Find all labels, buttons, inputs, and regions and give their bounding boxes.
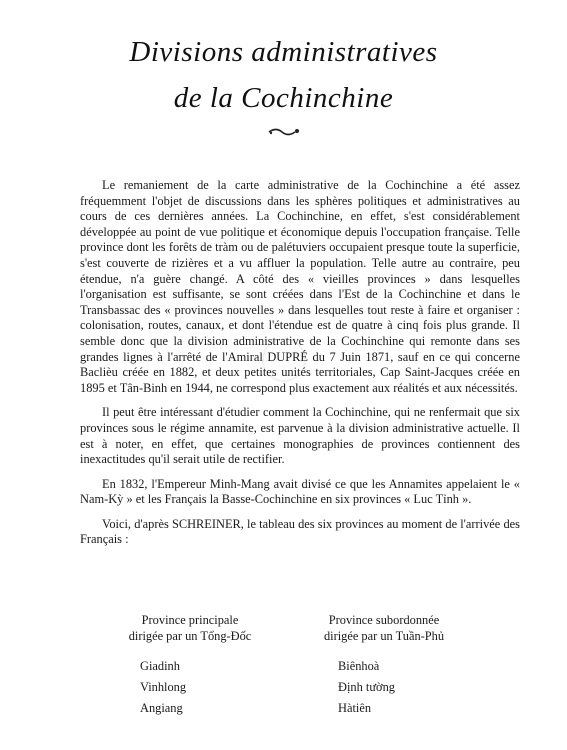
author-name: SCHREINER [171,516,241,531]
paragraph-4-prefix: Voici, d'après [102,516,172,531]
principal-header-2: dirigée par un Tổng-Đốc [128,629,252,643]
list-item: Biênhoà [338,659,380,673]
list-item: Định tường [338,680,395,694]
paragraph-4 [80,517,520,548]
list-item: Angiang [140,701,183,715]
body-text [80,178,520,557]
paragraph-2: Il peut être intéressant d'étudier comment la Cochinchine, qui ne renfermait que six provinces sous le régime annamite, est parvenue à la division administrative actuelle. Il est à noter, en effet, que certaines monographies de provinces contiennent des inexactitudes qu'il serait utile de rectifier. [80,405,520,467]
subordinate-provinces-list [294,656,514,719]
subordinate-header-1: Province subordonnée [328,613,440,627]
page-title-line-2: de la Cochinchine [173,82,394,114]
principal-provinces-column [100,612,320,719]
list-item: Hàtiên [338,701,372,715]
ornament-icon [267,126,301,138]
paragraph-3: En 1832, l'Empereur Minh-Mang avait divisé ce que les Annamites appelaient le « Nam-Kỳ » et les Français la Basse-Cochinchine en six provinces « Luc Tỉnh ». [80,476,520,507]
paragraph-4-suffix: , le tableau des six provinces au moment de l'arrivée des Français : [80,516,520,547]
list-item: Giadinh [140,659,180,673]
list-item: Vinhlong [140,680,187,694]
principal-provinces-list [100,656,320,719]
subordinate-header-2: dirigée par un Tuần-Phủ [323,629,445,643]
page-title-line-1: Divisions administratives [129,36,438,68]
principal-header-1: Province principale [141,613,239,627]
subordinate-provinces-column [294,612,514,719]
paragraph-1: Le remaniement de la carte administrative de la Cochinchine a été assez fréquemment l'objet de discussions dans les sphères politiques et administratives au cours de ces dernières années. La Cochinchine, en effet, s'est considérablement développée au point de vue politique et économique depuis l'occupation française. Telle province dont les forêts de tràm ou de palétuviers occupaient presque toute la superficie, s'est couverte de rizières et a vu affluer la population. Telle autre au contraire, peu étendue, n'a guère changé. A côté des « vieilles provinces » dans lesquelles l'organisation est suffisante, se sont créées dans l'Est de la Cochinchine et dans le Transbassac des « provinces nouvelles » dans lesquelles tout reste à faire et organiser : colonisation, routes, canaux, et dont l'étendue est de quatre à cinq fois plus grande. Il semble donc que la division administrative de la Cochinchine qui remonte dans ses grandes lignes à l'arrêté de l'Amiral DUPRÉ du 7 Juin 1871, sauf en ce qui concerne Baclièu créée en 1882, et deux petites unités territoriales, Cap Saint-Jacques créée en 1895 et Tân-Binh en 1944, ne correspond plus exactement aux réalités et aux nécessités. [80,178,520,395]
